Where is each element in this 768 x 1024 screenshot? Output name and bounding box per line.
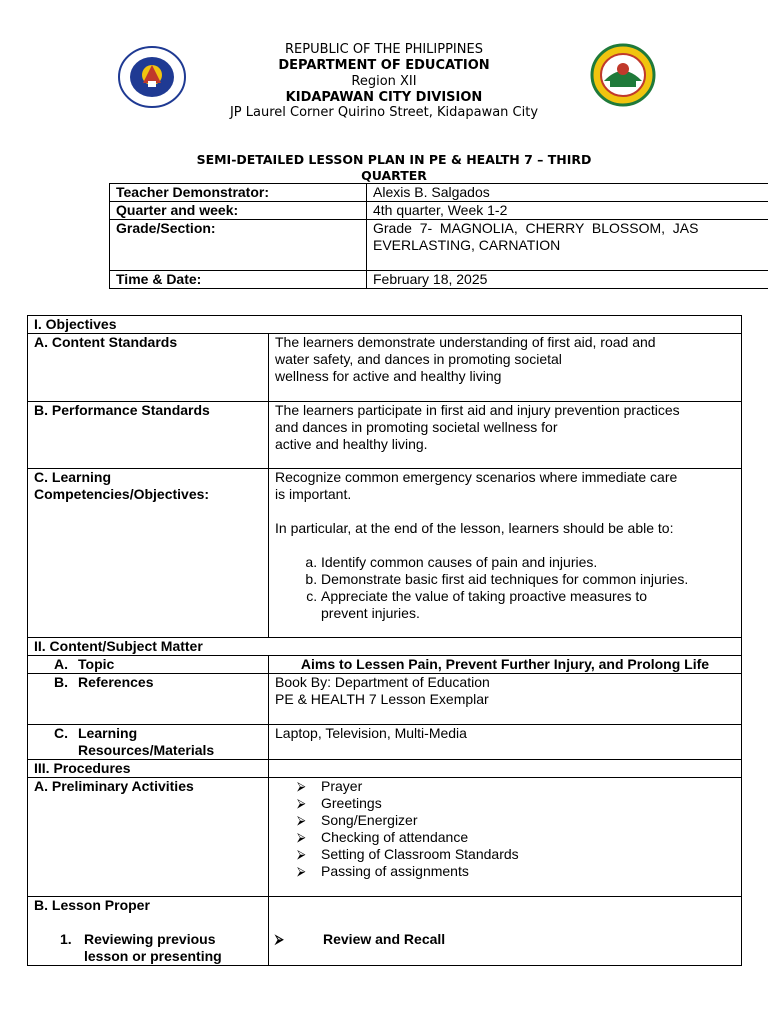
performance-standards-label: B. Performance Standards <box>28 402 269 469</box>
info-table <box>109 183 768 289</box>
list-item: a. Identify common causes of pain and injuries. <box>321 554 735 571</box>
list-item: ⮚ Greetings <box>297 795 382 811</box>
competencies-text: Recognize common emergency scenarios where immediate care is important. In particular, at the end of the lesson, learners should be able to: a. Identify common causes of pain and injuries. b. Demonstrate basic first aid techniques for common injuries. c. Appreciate the value of taking proactive measures to prevent injuries. <box>269 469 742 638</box>
header-region: Region XII <box>351 74 417 89</box>
topic-value: Aims to Lessen Pain, Prevent Further Injury, and Prolong Life <box>269 656 742 674</box>
info-value: 4th quarter, Week 1-2 <box>367 202 768 220</box>
table-row <box>110 220 768 271</box>
table-row <box>28 402 742 469</box>
table-row <box>28 897 742 966</box>
arrow-bullet-icon: ⮚ <box>297 847 306 861</box>
table-row <box>28 469 742 638</box>
grade-section-line-2: EVERLASTING, CARNATION <box>373 237 561 253</box>
table-row <box>28 334 742 402</box>
objectives-heading: I. Objectives <box>28 316 742 334</box>
preliminary-label: A. Preliminary Activities <box>28 778 269 897</box>
table-row <box>110 202 768 220</box>
header-address: JP Laurel Corner Quirino Street, Kidapawan City <box>229 105 539 120</box>
list-item: ⮚ Setting of Classroom Standards <box>297 846 519 862</box>
list-item: ⮚ Checking of attendance <box>297 829 469 845</box>
preliminary-list <box>275 778 735 880</box>
table-row <box>28 760 742 778</box>
info-value <box>367 220 768 271</box>
arrow-bullet-icon: ⮚ <box>297 813 306 827</box>
content-standards-text: The learners demonstrate understanding of first aid, road and water safety, and dances in promoting societal wellness for active and healthy living <box>269 334 742 402</box>
competencies-list <box>275 554 735 622</box>
performance-standards-text: The learners participate in first aid and injury prevention practices and dances in promoting societal wellness for active and healthy living. <box>269 402 742 469</box>
content-standards-label: A. Content Standards <box>28 334 269 402</box>
content-heading: II. Content/Subject Matter <box>28 638 742 656</box>
list-item: ⮚ Prayer <box>297 778 363 794</box>
info-value: Alexis B. Salgados <box>367 184 768 202</box>
table-row <box>28 725 742 760</box>
info-value: February 18, 2025 <box>367 271 768 289</box>
references-value: Book By: Department of Education PE & HEALTH 7 Lesson Exemplar <box>269 674 742 725</box>
info-label: Time & Date: <box>110 271 367 289</box>
references-label: B. References <box>28 674 269 725</box>
arrow-bullet-icon: ⮚ <box>297 830 306 844</box>
lesson-proper-value: ⮚ Review and Recall <box>269 897 742 966</box>
header-republic: REPUBLIC OF THE PHILIPPINES <box>285 42 483 57</box>
info-label: Teacher Demonstrator: <box>110 184 367 202</box>
table-row <box>28 674 742 725</box>
list-item: b. Demonstrate basic first aid techniques for common injuries. <box>321 571 735 588</box>
arrow-bullet-icon: ⮚ <box>297 864 306 878</box>
lesson-plan-title-quarter: QUARTER <box>361 168 427 183</box>
list-item: ⮚ Passing of assignments <box>297 863 469 879</box>
arrow-bullet-icon: ⮚ <box>297 779 306 793</box>
table-row <box>110 184 768 202</box>
table-row <box>28 316 742 334</box>
header-division: KIDAPAWAN CITY DIVISION <box>285 90 483 105</box>
info-label: Quarter and week: <box>110 202 367 220</box>
procedures-heading: III. Procedures <box>28 760 269 778</box>
arrow-bullet-icon: ⮚ <box>275 932 284 946</box>
list-item: c. Appreciate the value of taking proactive measures to prevent injuries. <box>321 588 735 622</box>
topic-label: A. Topic <box>28 656 269 674</box>
table-row <box>28 638 742 656</box>
table-row <box>28 656 742 674</box>
info-label: Grade/Section: <box>110 220 367 271</box>
lesson-plan-table <box>27 315 742 966</box>
lesson-proper-label: B. Lesson Proper 1. Reviewing previous lesson or presenting <box>28 897 269 966</box>
grade-section-line-1: Grade 7- MAGNOLIA, CHERRY BLOSSOM, JAS <box>373 220 699 236</box>
list-item: ⮚ Song/Energizer <box>297 812 418 828</box>
header-department: DEPARTMENT OF EDUCATION <box>278 58 490 73</box>
competencies-label: C. Learning Competencies/Objectives: <box>28 469 269 638</box>
table-row <box>28 778 742 897</box>
preliminary-activities <box>269 778 742 897</box>
arrow-bullet-icon: ⮚ <box>297 796 306 810</box>
table-row <box>110 271 768 289</box>
lesson-plan-title: SEMI-DETAILED LESSON PLAN IN PE & HEALTH 7 – THIRD <box>196 152 592 167</box>
competencies-intro: In particular, at the end of the lesson, learners should be able to: <box>275 520 674 536</box>
resources-value: Laptop, Television, Multi-Media <box>269 725 742 760</box>
resources-label: C. Learning Resources/Materials <box>28 725 269 760</box>
